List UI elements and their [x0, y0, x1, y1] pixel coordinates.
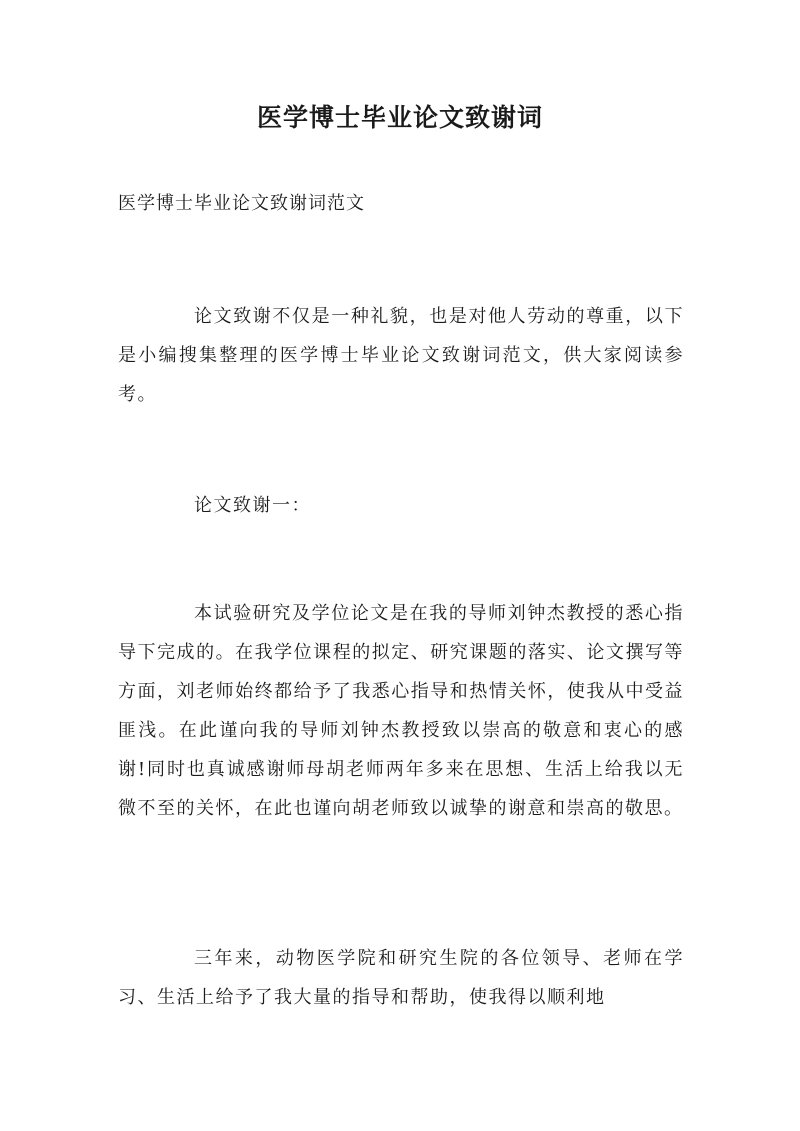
body-paragraph: 本试验研究及学位论文是在我的导师刘钟杰教授的悉心指导下完成的。在我学位课程的拟定、研究课题的落实、论文撰写等方面，刘老师始终都给予了我悉心指导和热情关怀，使我从中受益匪浅。在此谨向我的导师刘钟杰教授致以崇高的敬意和衷心的感谢!同时也真诚感谢师母胡老师两年多来在思想、生活上给我以无微不至的关怀，在此也谨向胡老师致以诚挚的谢意和崇高的敬思。 [118, 603, 684, 819]
section-heading: 论文致谢一： [194, 495, 311, 516]
intro-paragraph: 论文致谢不仅是一种礼貌，也是对他人劳动的尊重，以下是小编搜集整理的医学博士毕业论文致谢词范文，供大家阅读参考。 [118, 306, 684, 405]
body-paragraph: 三年来，动物医学院和研究生院的各位领导、老师在学习、生活上给予了我大量的指导和帮助，使我得以顺利地 [118, 948, 684, 1008]
document-subtitle: 医学博士毕业论文致谢词范文 [118, 193, 365, 214]
document-title: 医学博士毕业论文致谢词 [256, 103, 543, 132]
